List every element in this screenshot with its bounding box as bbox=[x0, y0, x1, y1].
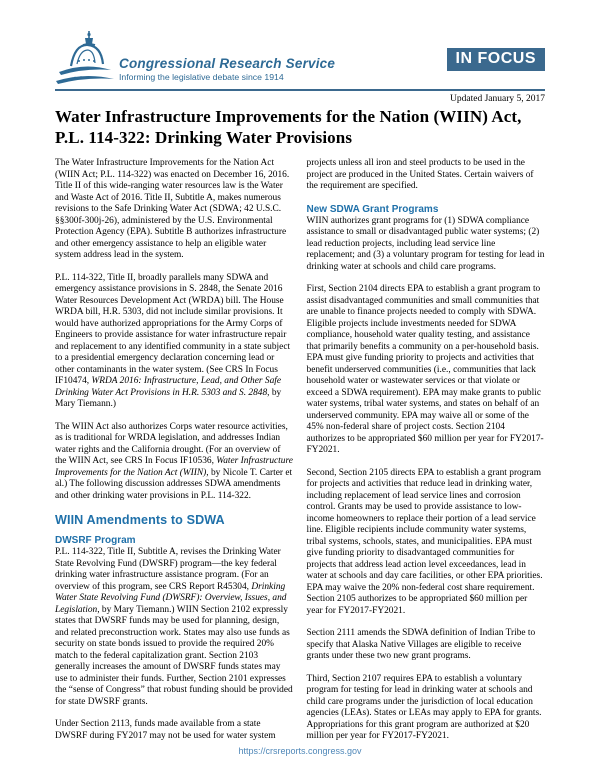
org-tagline: Informing the legislative debate since 1914 bbox=[119, 72, 284, 82]
paragraph-text: , by Mary Tiemann.) WIIN Section 2102 expressly states that DWSRF funds may be used for planning, design, and related preconstruction work. States may also use funds as security on state bonds issued to provide the required 20% match to the federal capitalization grant. Section 2103 generally increases the amount of DWSRF funds states may use to administer their funds. Further, Section 2101 expresses the “sense of Congress” that robust funding should be provided for state DWSRF grants. bbox=[55, 604, 293, 707]
in-focus-badge: IN FOCUS bbox=[447, 48, 545, 71]
org-name: Congressional Research Service bbox=[119, 56, 336, 71]
crs-brand bbox=[55, 30, 335, 88]
report-title-italic: Drinking Water State Revolving Fund (DWSRF): Overview, Issues, and Legislation bbox=[55, 581, 287, 615]
column-left bbox=[55, 158, 294, 754]
paragraph-wrda-parallels bbox=[55, 273, 294, 411]
paragraph-section-2113-cont: projects unless all iron and steel products to be used in the project are produced in the United States. Certain waivers of the requirement are specified. bbox=[306, 158, 534, 191]
document-title bbox=[55, 106, 545, 148]
body-columns bbox=[55, 158, 545, 754]
paragraph-section-2104: First, Section 2104 directs EPA to establish a grant program to assist disadvantaged communities and small communities that are unable to finance projects needed to comply with SDWA. Eligible projects include investments needed for SDWA compliance, household water quality testing, and assistance that primarily benefits a community on a per-household basis. EPA must give funding priority to projects and activities that benefit underserved communities (i.e., communities that lack household water or wastewater services or that violate or exceed a SDWA requirement). EPA may make grants to public water systems, tribal water systems, and states on behalf of an underserved community. EPA may waive all or some of the 45% non-federal share of project costs. Section 2104 authorizes to be appropriated $60 million per year for FY2017-FY2021. bbox=[306, 284, 544, 455]
paragraph-text: The WIIN Act also authorizes Corps water resource activities, as is traditional for WRDA legislation, and addresses Indian water rights and the California drought. (For an overview of the WIIN Act, see CRS In Focus IF10536, bbox=[55, 421, 288, 466]
footer-url-link[interactable]: https://crsreports.congress.gov bbox=[238, 746, 362, 756]
section-heading-wiin-amendments: WIIN Amendments to SDWA bbox=[55, 513, 225, 527]
paragraph-section-2107: Third, Section 2107 requires EPA to establish a voluntary program for testing for lead in drinking water at schools and child care programs under the jurisdiction of local education agencies (LEAs). States or LEAs may apply to EPA for grants. Appropriations for this grant program are authorized at $20 million per year for FY2017-FY2021. bbox=[306, 673, 542, 741]
masthead bbox=[55, 30, 545, 88]
paragraph-grant-programs: WIIN authorizes grant programs for (1) SDWA compliance assistance to small or disadvantaged public water systems; (2) lead reduction projects, including lead service line replacement; and (3) a voluntary program for testing for lead in drinking water at schools and child care programs. bbox=[306, 215, 545, 272]
report-title-italic: Water Infrastructure Improvements for the Nation Act (WIIN) bbox=[55, 456, 293, 478]
paragraph-intro: The Water Infrastructure Improvements for the Nation Act (WIIN Act; P.L. 114-322) was enacted on December 16, 2016. Title II of this wide-ranging water resources law is the Water and Waste Act of 2016. Title II, Subtitle A, makes numerous revisions to the Safe Drinking Water Act (SDWA; 42 U.S.C. §§300f-300j-26), administered by the U.S. Environmental Protection Agency (EPA). Subtitle B authorizes infrastructure and other emergency assistance to help an eligible water system address lead in the system. bbox=[55, 158, 290, 260]
paragraph-text: P.L. 114-322, Title II, Subtitle A, revises the Drinking Water State Revolving Fund (DWSRF) program—the key federal drinking water infrastructure assistance program. (For an overview of this program, see CRS Report R45304, bbox=[55, 547, 281, 592]
subsection-heading-dwsrf: DWSRF Program bbox=[55, 535, 136, 546]
paragraph-text: P.L. 114-322, Title II, broadly parallels many SDWA and emergency assistance provisions in S. 2848, the Senate 2016 Water Resources Development Act (WRDA) bill. The House WRDA bill, H.R. 5303, did not include similar provisions. It would have authorized appropriations for the Army Corps of Engineers to provide assistance for water infrastructure repair and replacement to any identified community in a state subject to a presidential emergency declaration concerning lead or other contaminants in the water system. (See CRS In Focus IF10474, bbox=[55, 272, 291, 386]
document-title-line2: P.L. 114-322: Drinking Water Provisions bbox=[55, 128, 353, 147]
updated-date: Updated January 5, 2017 bbox=[450, 94, 545, 104]
footer bbox=[0, 741, 600, 759]
capitol-dome-icon bbox=[55, 30, 115, 88]
report-title-italic: WRDA 2016: Infrastructure, Lead, and Other Safe Drinking Water Act Provisions in H.R. 5303 and S. 2848 bbox=[55, 376, 282, 398]
paragraph-text: , by Mary Tiemann.) bbox=[55, 387, 282, 409]
paragraph-wiin-overview bbox=[55, 422, 294, 503]
header-rule bbox=[55, 89, 545, 91]
paragraph-section-2105: Second, Section 2105 directs EPA to establish a grant program for projects and activities that reduce lead in drinking water, including replacement of lead service lines and corrosion control. Grants may be used to provide assistance to low-income homeowners to replace their portion of a lead service line. Eligible recipients include community water systems, tribal systems, schools, states, and municipalities. EPA must give funding priority to disadvantaged communities for projects that address lead action level exceedances, lead in water at schools and day care facilities, or other EPA priorities. EPA may waive the 20% non-federal cost share requirement. Section 2105 authorizes to be appropriated $60 million per year for FY2017-FY2021. bbox=[306, 467, 543, 616]
paragraph-dwsrf bbox=[55, 547, 294, 708]
paragraph-section-2113: Under Section 2113, funds made available from a state DWSRF during FY2017 may not be used for water system bbox=[55, 719, 276, 741]
column-right bbox=[307, 158, 546, 754]
paragraph-section-2111: Section 2111 amends the SDWA definition of Indian Tribe to specify that Alaska Native Villages are eligible to receive grants under these two new grant programs. bbox=[306, 628, 536, 661]
paragraph-text: , by Nicole T. Carter et al.) The following discussion addresses SDWA amendments and other drinking water provisions in P.L. 114-322. bbox=[55, 467, 293, 501]
brand-text bbox=[119, 56, 335, 88]
document-title-line1: Water Infrastructure Improvements for the Nation (WIIN) Act, bbox=[55, 107, 522, 126]
subsection-heading-grant-programs: New SDWA Grant Programs bbox=[306, 203, 439, 215]
